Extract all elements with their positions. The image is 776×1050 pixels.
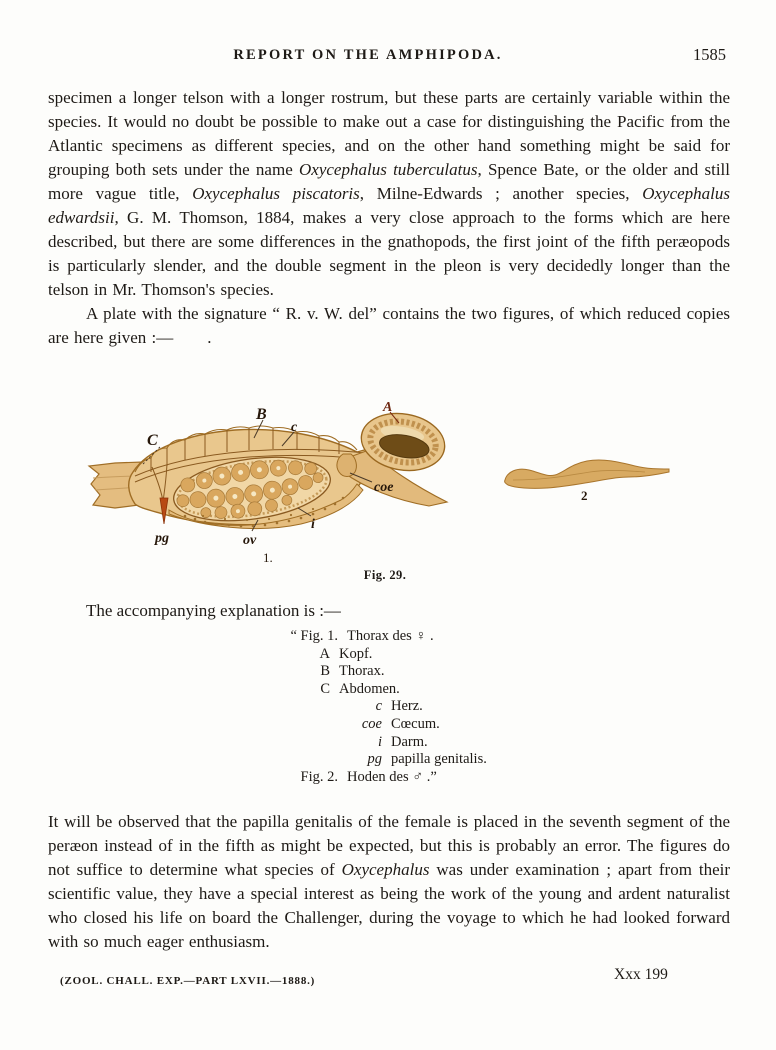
publication-imprint: (ZOOL. CHALL. EXP.—PART LXVII.—1888.)	[60, 975, 316, 987]
explanation-value: Abdomen.	[339, 680, 400, 697]
body-paragraph-3	[48, 810, 730, 954]
explanation-key: B	[320, 663, 330, 680]
explanation-value: papilla genitalis.	[391, 751, 487, 768]
figure-label-coe: coe	[374, 480, 394, 495]
explanation-value: Darm.	[391, 733, 428, 750]
explanation-row	[48, 716, 730, 734]
figure-label-A: A	[383, 400, 393, 415]
explanation-value: Thorax.	[339, 663, 385, 680]
figure-29	[85, 392, 685, 592]
explanation-key: i	[377, 733, 382, 750]
figure-29-illustration	[85, 392, 685, 570]
body-text-block-2	[48, 793, 730, 971]
explanation-row	[48, 734, 730, 752]
species-name: Oxycephalus tuberculatus	[299, 160, 478, 179]
explanation-row	[48, 681, 730, 699]
explanation-row	[48, 769, 730, 787]
fig1-coecum	[337, 454, 356, 477]
explanation-key: “ Fig. 1.	[290, 628, 338, 644]
figure-label-B: B	[256, 406, 267, 423]
explanation-row	[48, 663, 730, 681]
sheet-signature: Xxx 199	[614, 966, 668, 983]
paragraph-text: , Spence Bate, or the older and still more vague title,	[48, 160, 730, 203]
figure-label-C: C	[147, 432, 158, 449]
fig1-number: 1.	[263, 550, 273, 565]
explanation-key: Fig. 2.	[300, 768, 338, 785]
species-name: Oxycephalus	[341, 860, 430, 879]
paragraph-text: A plate with the signature “ R. v. W. del” contains the two figures, of which reduced copies are here given :— .	[48, 304, 730, 347]
explanation-key: A	[319, 645, 330, 662]
explanation-key: C	[320, 680, 330, 697]
body-paragraph-1	[48, 86, 730, 302]
explanation-row	[48, 628, 730, 646]
fig2-number: 2	[581, 488, 588, 503]
body-paragraph-2	[48, 302, 730, 350]
page-number: 1585	[693, 45, 726, 64]
explanation-key: c	[375, 698, 382, 715]
explanation-value: Herz.	[391, 698, 423, 715]
running-head-title: REPORT ON THE AMPHIPODA.	[233, 47, 503, 63]
explanation-value: Thorax des ♀ .	[347, 628, 434, 644]
explanation-row	[48, 698, 730, 716]
figure-label-c: c	[291, 420, 298, 435]
figure-label-i: i	[311, 517, 315, 532]
explanation-value: Hoden des ♂ .”	[347, 768, 437, 785]
body-text-block	[48, 86, 730, 350]
paragraph-text: was under examination ; apart from their scientific value, they have a special interest as being the work of the young and ardent naturalist who closed his life on board the Challenger, during the voyage to which he had looked forward with so much eager enthusiasm.	[48, 860, 730, 951]
explanation-key: coe	[361, 715, 382, 732]
figure-label-ov: ov	[243, 533, 257, 548]
species-name: Oxycephalus piscatoris	[192, 184, 360, 203]
explanation-row	[48, 646, 730, 664]
paragraph-text: It will be observed that the papilla genitalis of the female is placed in the seventh segment of the peræon instead of in the fifth as might be expected, but this is probably an error. The figures do not suffice to determine what species of	[48, 812, 730, 879]
paragraph-text: specimen a longer telson with a longer rostrum, but these parts are certainly variable within the species. It would no doubt be possible to make out a case for distinguishing the Pacific from the Atlantic specimens as different species, and on the other hand something might be said for grouping both sets under the name	[48, 88, 730, 179]
figure-label-pg: pg	[155, 531, 169, 546]
species-name: Oxycephalus edwardsii	[48, 184, 731, 227]
paragraph-text: , Milne-Edwards ; another species,	[359, 184, 643, 203]
fig2-testis	[505, 460, 669, 488]
paragraph-text: , G. M. Thomson, 1884, makes a very close approach to the forms which are here described, but there are some differences in the gnathopods, the first joint of the fifth peræopods is particularly slender, and the double segment in the pleon is very decidedly longer than the telson in Mr. Thomson's species.	[48, 208, 730, 299]
explanation-value: Cœcum.	[391, 715, 440, 732]
explanation-row	[48, 751, 730, 769]
figure-caption: Fig. 29.	[363, 568, 407, 582]
figure-explanation-list	[48, 628, 730, 786]
explanation-value: Kopf.	[339, 645, 373, 662]
explanation-key: pg	[367, 751, 382, 768]
explanation-intro: The accompanying explanation is :—	[86, 601, 341, 620]
